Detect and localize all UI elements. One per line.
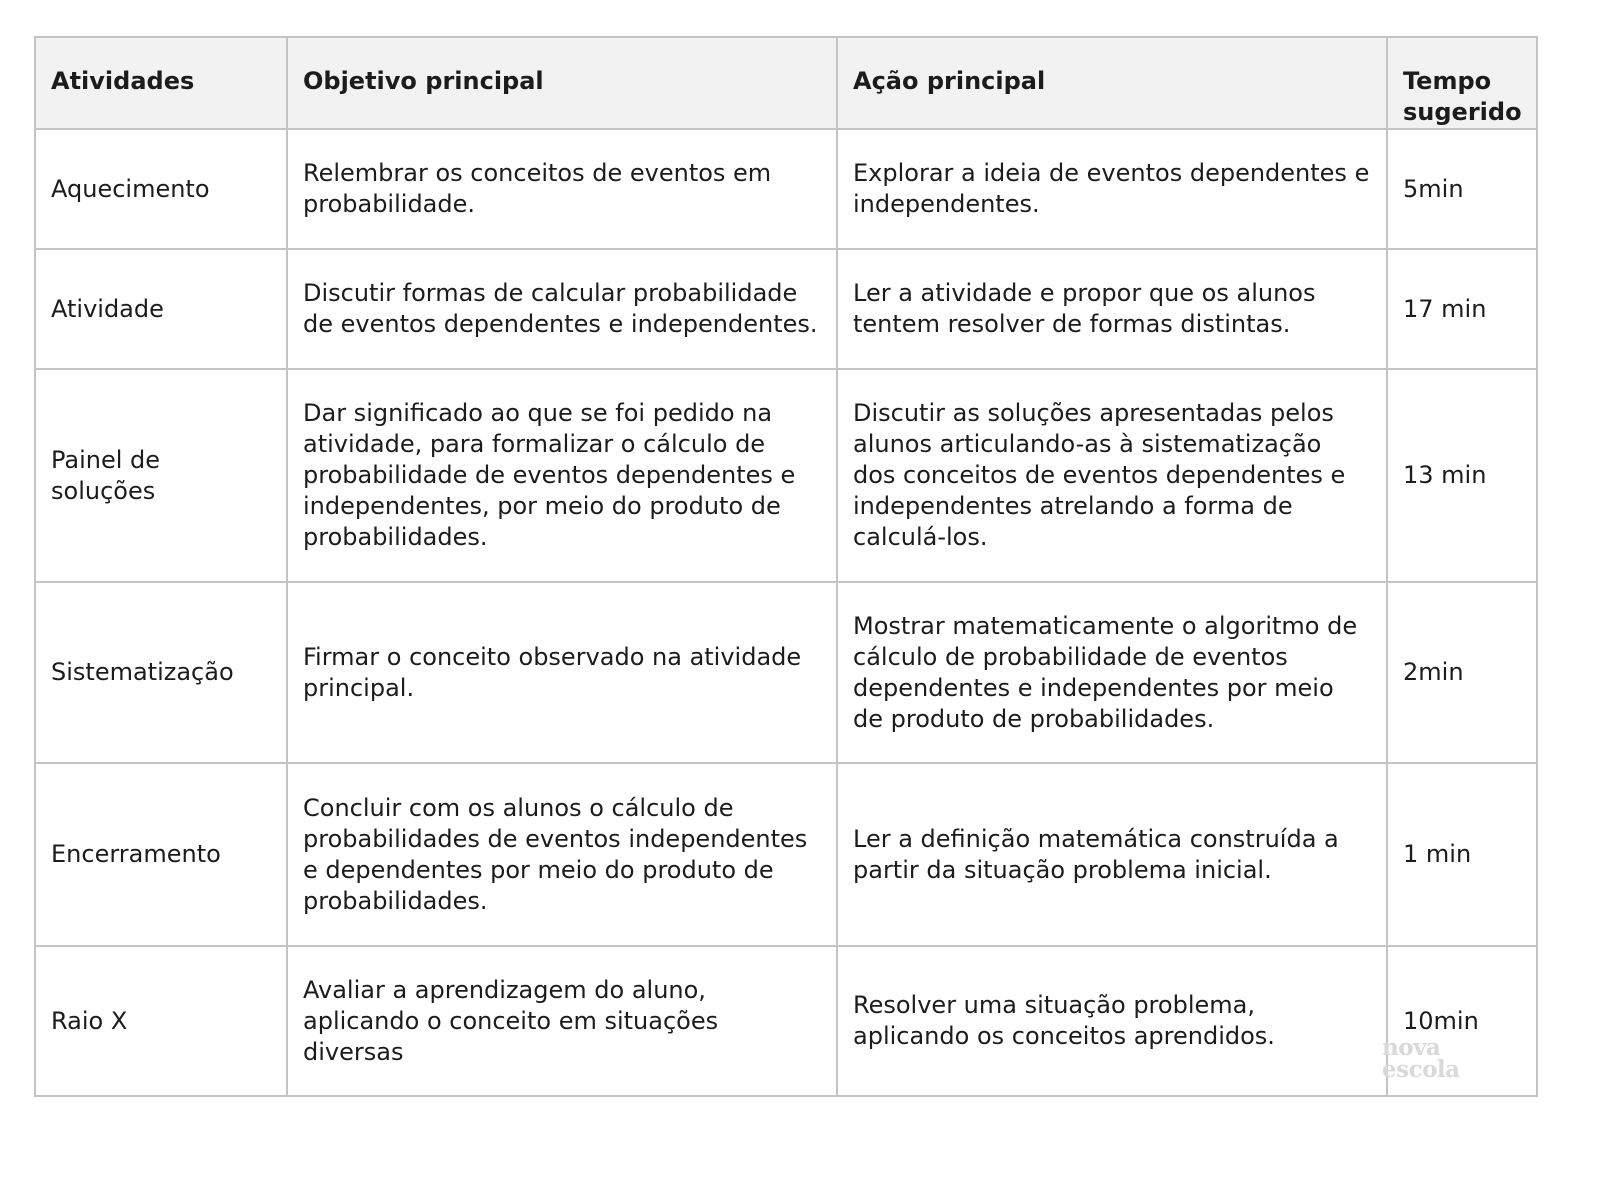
table-row bbox=[35, 369, 1537, 582]
cell-atividade: Encerramento bbox=[35, 763, 287, 946]
cell-atividade: Atividade bbox=[35, 249, 287, 369]
cell-objetivo: Concluir com os alunos o cálculo de probabilidades de eventos independentes e dependentes por meio do produto de probabilidades. bbox=[287, 763, 837, 946]
cell-tempo: 10min bbox=[1387, 946, 1537, 1096]
watermark-line-1: nova bbox=[1382, 1034, 1441, 1061]
cell-objetivo: Firmar o conceito observado na atividade principal. bbox=[287, 582, 837, 763]
table-row bbox=[35, 946, 1537, 1096]
cell-tempo: 1 min bbox=[1387, 763, 1537, 946]
cell-objetivo: Relembrar os conceitos de eventos em probabilidade. bbox=[287, 129, 837, 249]
cell-acao: Ler a definição matemática construída a partir da situação problema inicial. bbox=[837, 763, 1387, 946]
cell-acao: Mostrar matematicamente o algoritmo de cálculo de probabilidade de eventos dependentes e independentes por meio de produto de probabilidades. bbox=[837, 582, 1387, 763]
table-row bbox=[35, 249, 1537, 369]
table-row bbox=[35, 129, 1537, 249]
header-objetivo: Objetivo principal bbox=[287, 37, 837, 129]
cell-acao: Ler a atividade e propor que os alunos tentem resolver de formas distintas. bbox=[837, 249, 1387, 369]
cell-atividade: Painel de soluções bbox=[35, 369, 287, 582]
cell-tempo: 5min bbox=[1387, 129, 1537, 249]
header-tempo: Tempo sugerido bbox=[1387, 37, 1537, 129]
cell-atividade: Aquecimento bbox=[35, 129, 287, 249]
header-atividades: Atividades bbox=[35, 37, 287, 129]
header-acao: Ação principal bbox=[837, 37, 1387, 129]
cell-acao: Discutir as soluções apresentadas pelos alunos articulando-as à sistematização dos conceitos de eventos dependentes e independentes atrelando a forma de calculá-los. bbox=[837, 369, 1387, 582]
lesson-plan-table bbox=[34, 36, 1538, 1097]
cell-atividade: Raio X bbox=[35, 946, 287, 1096]
cell-acao: Resolver uma situação problema, aplicando os conceitos aprendidos. bbox=[837, 946, 1387, 1096]
table-row bbox=[35, 582, 1537, 763]
header-row bbox=[35, 37, 1537, 129]
cell-objetivo: Dar significado ao que se foi pedido na atividade, para formalizar o cálculo de probabilidade de eventos dependentes e independentes, por meio do produto de probabilidades. bbox=[287, 369, 837, 582]
cell-objetivo: Discutir formas de calcular probabilidade de eventos dependentes e independentes. bbox=[287, 249, 837, 369]
cell-tempo: 2min bbox=[1387, 582, 1537, 763]
cell-objetivo: Avaliar a aprendizagem do aluno, aplicando o conceito em situações diversas bbox=[287, 946, 837, 1096]
cell-tempo: 13 min bbox=[1387, 369, 1537, 582]
cell-tempo: 17 min bbox=[1387, 249, 1537, 369]
cell-atividade: Sistematização bbox=[35, 582, 287, 763]
cell-acao: Explorar a ideia de eventos dependentes e independentes. bbox=[837, 129, 1387, 249]
watermark-line-2: escola bbox=[1382, 1056, 1460, 1083]
table-row bbox=[35, 763, 1537, 946]
